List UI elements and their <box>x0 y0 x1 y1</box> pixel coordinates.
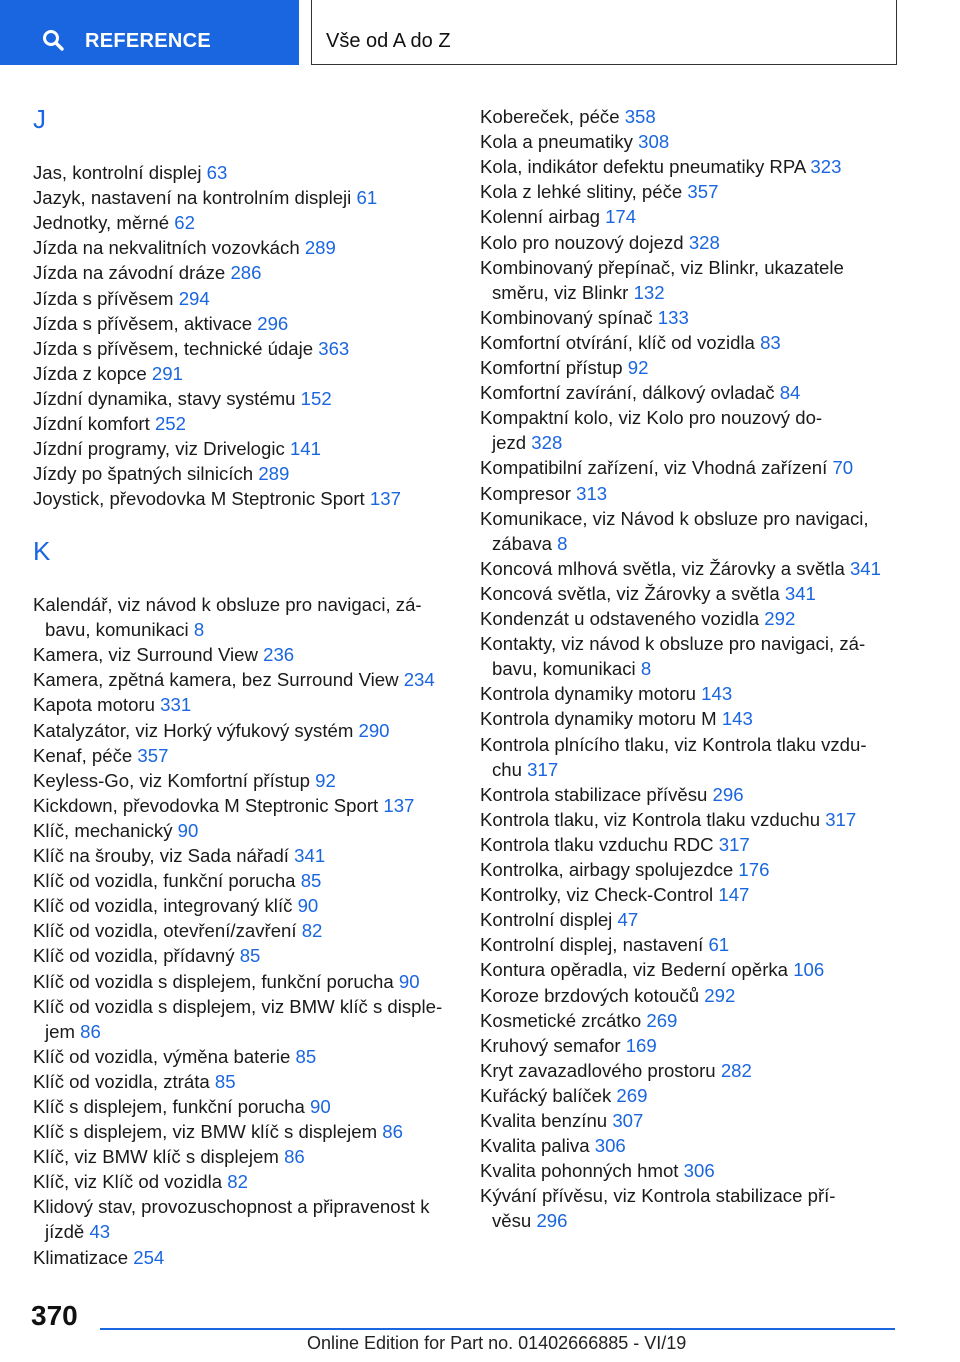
page-link[interactable]: 363 <box>318 337 350 359</box>
entry-term: Jízda s přívěsem, technické údaje <box>33 337 314 359</box>
entry-term: Klíč od vozidla, funkční porucha <box>33 870 296 892</box>
page-link[interactable]: 358 <box>624 106 656 127</box>
entry-term: Kryt zavazadlového prostoru <box>480 1059 716 1081</box>
entry-term: Kompaktní kolo, viz Kolo pro nouzový do- <box>480 407 823 429</box>
page-link[interactable]: 317 <box>825 808 857 830</box>
page-link[interactable]: 47 <box>617 909 639 931</box>
page-link[interactable]: 82 <box>227 1171 248 1193</box>
footer-divider <box>100 1328 895 1330</box>
index-entry[interactable] <box>480 1108 643 1133</box>
entry-term: Kobereček, péče <box>480 106 620 127</box>
section-letter-k: K <box>33 536 51 566</box>
page-link[interactable]: 357 <box>687 181 719 203</box>
index-entry[interactable] <box>480 807 856 832</box>
index-entry[interactable] <box>480 179 718 204</box>
reference-tab[interactable] <box>0 0 299 65</box>
index-entry[interactable] <box>480 1033 657 1058</box>
page-link[interactable]: 296 <box>257 312 289 334</box>
entry-term: Kamera, zpětná kamera, bez Surround View <box>33 669 399 691</box>
page-link[interactable]: 90 <box>309 1096 331 1117</box>
page-link[interactable]: 252 <box>154 413 186 434</box>
index-entry[interactable] <box>33 1119 403 1144</box>
page-link[interactable]: 234 <box>403 669 435 691</box>
index-entry[interactable] <box>480 1133 626 1158</box>
index-entry[interactable] <box>480 129 669 154</box>
entry-term: Katalyzátor, viz Horký výfukový systém <box>33 719 354 741</box>
page-link[interactable]: 341 <box>784 582 816 604</box>
entry-term: Klíč od vozidla, otevření/zavření <box>33 920 297 942</box>
entry-term: Jízdy po špatných silnicích <box>33 463 254 485</box>
entry-term: Jízda na nekvalitních vozovkách <box>33 237 300 259</box>
page-link[interactable]: 137 <box>383 794 415 816</box>
index-entry[interactable] <box>480 330 781 355</box>
page-link[interactable]: 317 <box>718 833 750 855</box>
entry-term-continued <box>480 430 822 455</box>
entry-term: Kontrola dynamiky motoru M <box>480 708 717 730</box>
index-entry[interactable] <box>33 793 414 818</box>
page-link[interactable]: 61 <box>356 187 378 209</box>
index-entry[interactable] <box>480 932 729 957</box>
entry-term: Kontrola tlaku, viz Kontrola tlaku vzduchu <box>480 808 821 830</box>
index-entry[interactable] <box>480 957 824 982</box>
entry-term: Kontrola stabilizace přívěsu <box>480 783 708 805</box>
index-entry[interactable] <box>33 1169 248 1194</box>
index-entry[interactable] <box>33 361 183 386</box>
entry-term: Klíč od vozidla, přídavný <box>33 945 235 967</box>
page-link[interactable]: 133 <box>657 306 689 328</box>
index-entry[interactable] <box>480 104 656 129</box>
entry-term-continued <box>480 531 869 556</box>
entry-term-continuation: bavu, komunikaci <box>45 619 189 641</box>
entry-term-continued <box>480 656 865 681</box>
entry-term: Kosmetické zrcátko <box>480 1009 642 1031</box>
entry-term: Kontrola dynamiky motoru <box>480 683 696 705</box>
index-entry[interactable] <box>480 882 749 907</box>
entry-term: Kapota motoru <box>33 694 155 716</box>
entry-term: Koroze brzdových kotoučů <box>480 984 700 1006</box>
entry-term: Kontrolky, viz Check-Control <box>480 884 714 906</box>
entry-term: Klíč, viz Klíč od vozidla <box>33 1171 223 1193</box>
entry-term: Kola z lehké slitiny, péče <box>480 181 683 203</box>
entry-term: Jízda na závodní dráze <box>33 262 226 284</box>
entry-term: Kola a pneumatiky <box>480 131 633 153</box>
page-link[interactable]: 331 <box>160 694 192 716</box>
entry-term: Kruhový semafor <box>480 1034 621 1056</box>
index-entry[interactable] <box>33 1144 305 1169</box>
entry-term: Jízdní komfort <box>33 413 150 434</box>
page-link[interactable]: 8 <box>640 658 652 680</box>
entry-term-continuation: jem <box>45 1020 75 1042</box>
entry-term: Klimatizace <box>33 1246 129 1268</box>
page-link[interactable]: 269 <box>616 1084 648 1106</box>
index-entry[interactable] <box>480 681 732 706</box>
page-link[interactable]: 328 <box>688 231 720 253</box>
page-link[interactable]: 292 <box>704 984 736 1006</box>
index-entry[interactable] <box>480 255 844 305</box>
index-entry[interactable] <box>33 743 168 768</box>
page-link[interactable]: 290 <box>358 719 390 741</box>
entry-term: Kývání přívěsu, viz Kontrola stabilizace pří- <box>480 1185 836 1207</box>
index-entry[interactable] <box>480 1058 752 1083</box>
page-link[interactable]: 308 <box>638 131 670 153</box>
entry-term-continued <box>33 1219 430 1244</box>
index-entry[interactable] <box>33 1044 316 1069</box>
entry-term: Kvalita pohonných hmot <box>480 1160 679 1182</box>
entry-term: Kickdown, převodovka M Steptronic Sport <box>33 794 379 816</box>
page-link[interactable]: 143 <box>701 683 733 705</box>
section-title: Vše od A do Z <box>326 30 451 52</box>
page-link[interactable]: 85 <box>295 1045 317 1067</box>
page-link[interactable]: 132 <box>633 281 665 303</box>
entry-term: Kontrola plnícího tlaku, viz Kontrola tlaku vzdu- <box>480 733 867 755</box>
entry-term-continuation: chu <box>492 758 522 780</box>
index-entry[interactable] <box>480 355 648 380</box>
entry-term: Jízda s přívěsem, aktivace <box>33 312 253 334</box>
index-entry[interactable] <box>33 868 321 893</box>
index-entry[interactable] <box>33 1245 164 1270</box>
page-link[interactable]: 84 <box>779 382 801 404</box>
entry-term: Kvalita paliva <box>480 1135 590 1157</box>
entry-term: Kontakty, viz návod k obsluze pro navigaci, zá- <box>480 633 866 655</box>
page-link[interactable]: 86 <box>80 1020 101 1042</box>
entry-term: Jazyk, nastavení na kontrolním displeji <box>33 187 352 209</box>
page-link[interactable]: 70 <box>832 457 854 479</box>
index-entry[interactable] <box>33 235 336 260</box>
index-entry[interactable] <box>480 1083 647 1108</box>
page-link[interactable]: 85 <box>214 1070 236 1092</box>
index-entry[interactable] <box>33 386 332 411</box>
index-entry[interactable] <box>480 230 720 255</box>
index-entry[interactable] <box>480 706 753 731</box>
index-entry[interactable] <box>33 893 318 918</box>
index-entry[interactable] <box>480 832 750 857</box>
entry-term: Klíč od vozidla s displejem, funkční porucha <box>33 970 394 992</box>
entry-term: Jízdní dynamika, stavy systému <box>33 387 296 409</box>
entry-term: Koncová mlhová světla, viz Žárovky a světla <box>480 557 845 579</box>
section-letter-j: J <box>33 104 46 134</box>
page-link[interactable]: 341 <box>849 557 881 579</box>
index-entry[interactable] <box>480 1158 715 1183</box>
page-link[interactable]: 317 <box>527 758 559 780</box>
page-link[interactable]: 323 <box>810 156 842 178</box>
index-entry[interactable] <box>33 1094 331 1119</box>
page-link[interactable]: 236 <box>263 644 295 666</box>
page-link[interactable]: 86 <box>284 1146 305 1168</box>
entry-term: Kontrola tlaku vzduchu RDC <box>480 833 714 855</box>
index-entry[interactable] <box>480 606 795 631</box>
entry-term: Klíč, mechanický <box>33 819 173 841</box>
entry-term: Kvalita benzínu <box>480 1110 608 1131</box>
entry-term-continued <box>480 280 844 305</box>
page-link[interactable]: 292 <box>764 608 796 629</box>
entry-term: Kolenní airbag <box>480 206 600 228</box>
page-link[interactable]: 90 <box>398 970 420 992</box>
index-entry[interactable] <box>480 154 841 179</box>
page-link[interactable]: 8 <box>557 532 568 554</box>
entry-term: Klíč s displejem, funkční porucha <box>33 1096 305 1117</box>
index-entry[interactable] <box>480 1008 677 1033</box>
page-link[interactable]: 296 <box>536 1210 568 1232</box>
index-entry[interactable] <box>33 642 294 667</box>
page-link[interactable]: 137 <box>369 488 401 510</box>
entry-term: Jas, kontrolní displej <box>33 162 202 183</box>
entry-term: Kompatibilní zařízení, viz Vhodná zařízení <box>480 457 828 479</box>
index-entry[interactable] <box>480 204 636 229</box>
index-entry[interactable] <box>33 818 198 843</box>
page-link[interactable]: 269 <box>646 1009 678 1031</box>
entry-term: Koncová světla, viz Žárovky a světla <box>480 582 780 604</box>
entry-term: Klíč na šrouby, viz Sada nářadí <box>33 845 289 866</box>
entry-term: Klíč od vozidla s displejem, viz BMW klíč s disple- <box>33 995 443 1017</box>
page-link[interactable]: 306 <box>594 1135 626 1157</box>
entry-term: Komfortní přístup <box>480 357 623 378</box>
index-entry[interactable] <box>480 305 689 330</box>
index-entry[interactable] <box>33 260 261 285</box>
entry-term-continued <box>480 1208 836 1233</box>
index-entry[interactable] <box>33 436 321 461</box>
page-link[interactable]: 176 <box>738 859 770 880</box>
entry-term: Klíč od vozidla, integrovaný klíč <box>33 895 293 917</box>
index-entry[interactable] <box>33 160 227 185</box>
index-entry[interactable] <box>480 380 800 405</box>
entry-term-continuation: zábava <box>492 532 552 554</box>
entry-term-continued <box>33 617 422 642</box>
page-link[interactable]: 8 <box>193 619 205 641</box>
entry-term: Komunikace, viz Návod k obsluze pro navigaci, <box>480 507 869 529</box>
index-entry[interactable] <box>33 311 288 336</box>
index-entry[interactable] <box>480 405 822 455</box>
entry-term-continuation: věsu <box>492 1210 532 1232</box>
entry-term: Kombinovaný spínač <box>480 306 653 328</box>
section-tab <box>311 0 897 65</box>
index-entry[interactable] <box>33 486 401 511</box>
entry-term: Kolo pro nouzový dojezd <box>480 231 684 253</box>
search-icon <box>42 29 64 51</box>
entry-term-continuation: jízdě <box>45 1221 85 1243</box>
index-entry[interactable] <box>33 1194 430 1244</box>
index-entry[interactable] <box>33 461 289 486</box>
entry-term: Jízda z kopce <box>33 362 147 384</box>
page-link[interactable]: 307 <box>612 1110 644 1131</box>
reference-label: REFERENCE <box>85 30 212 52</box>
entry-term: Kontrolní displej, nastavení <box>480 934 704 956</box>
index-entry[interactable] <box>480 581 816 606</box>
entry-term: Klidový stav, provozuschopnost a připravenost k <box>33 1196 430 1218</box>
page-link[interactable]: 289 <box>258 463 290 485</box>
page-link[interactable]: 63 <box>206 162 228 183</box>
entry-term: Kondenzát u odstaveného vozidla <box>480 608 760 629</box>
entry-term: Jízda s přívěsem <box>33 287 174 309</box>
page-link[interactable]: 291 <box>151 362 183 384</box>
page-link[interactable]: 86 <box>382 1121 403 1143</box>
entry-term: Kamera, viz Surround View <box>33 644 258 666</box>
entry-term: Klíč od vozidla, výměna baterie <box>33 1045 291 1067</box>
entry-term: Kalendář, viz návod k obsluze pro navigaci, zá- <box>33 594 422 615</box>
entry-term: Komfortní otvírání, klíč od vozidla <box>480 331 755 353</box>
entry-term: Jednotky, měrné <box>33 212 170 234</box>
page-link[interactable]: 174 <box>605 206 637 228</box>
index-entry[interactable] <box>480 556 881 581</box>
index-entry[interactable] <box>33 1069 236 1094</box>
index-entry[interactable] <box>33 286 210 311</box>
entry-term: Kompresor <box>480 482 571 504</box>
page-link[interactable]: 85 <box>239 945 261 967</box>
page-link[interactable]: 296 <box>712 783 744 805</box>
page-link[interactable]: 357 <box>137 744 169 766</box>
entry-term: Komfortní zavírání, dálkový ovladač <box>480 382 775 404</box>
index-entry[interactable] <box>33 185 377 210</box>
page-number: 370 <box>31 1300 78 1331</box>
page-link[interactable]: 254 <box>133 1246 165 1268</box>
index-entry[interactable] <box>480 732 867 782</box>
entry-term: Jízdní programy, viz Drivelogic <box>33 438 285 460</box>
index-entry[interactable] <box>480 481 607 506</box>
index-entry[interactable] <box>480 506 869 556</box>
entry-term-continued <box>480 757 867 782</box>
page-link[interactable]: 106 <box>793 959 825 981</box>
entry-term: Kombinovaný přepínač, viz Blinkr, ukazatele <box>480 256 844 278</box>
page-link[interactable]: 341 <box>294 845 326 866</box>
page-link[interactable]: 282 <box>720 1059 752 1081</box>
entry-term: Klíč od vozidla, ztráta <box>33 1070 210 1092</box>
index-entry[interactable] <box>480 782 744 807</box>
entry-term-continuation: směru, viz Blinkr <box>492 281 629 303</box>
page-link[interactable]: 328 <box>531 432 563 454</box>
index-entry[interactable] <box>33 768 336 793</box>
page-link[interactable]: 85 <box>300 870 322 892</box>
entry-term: Keyless-Go, viz Komfortní přístup <box>33 769 310 791</box>
entry-term: Kola, indikátor defektu pneumatiky RPA <box>480 156 806 178</box>
page-link[interactable]: 289 <box>304 237 336 259</box>
page-link[interactable]: 62 <box>174 212 195 234</box>
page-link[interactable]: 169 <box>625 1034 657 1056</box>
entry-term: Klíč s displejem, viz BMW klíč s displejem <box>33 1121 378 1143</box>
index-entry[interactable] <box>33 918 322 943</box>
index-entry[interactable] <box>33 943 260 968</box>
entry-term: Kontrolka, airbagy spolujezdce <box>480 859 734 880</box>
entry-term: Kuřácký balíček <box>480 1084 612 1106</box>
entry-term: Kontura opěradla, viz Bederní opěrka <box>480 959 789 981</box>
index-entry[interactable] <box>480 907 638 932</box>
index-entry[interactable] <box>480 455 853 480</box>
page-link[interactable]: 147 <box>718 884 750 906</box>
page-link[interactable]: 61 <box>708 934 730 956</box>
index-entry[interactable] <box>33 667 435 692</box>
index-entry[interactable] <box>480 631 865 681</box>
page-link[interactable]: 143 <box>721 708 753 730</box>
page-link[interactable]: 82 <box>301 920 323 942</box>
index-entry[interactable] <box>33 969 420 994</box>
page-link[interactable]: 313 <box>576 482 608 504</box>
page-link[interactable]: 141 <box>289 438 321 460</box>
footer-edition-text: Online Edition for Part no. 01402666885 - VI/19 <box>307 1333 687 1353</box>
page-link[interactable]: 92 <box>627 357 649 378</box>
index-entry[interactable] <box>33 718 390 743</box>
entry-term-continuation: jezd <box>492 432 527 454</box>
page-link[interactable]: 90 <box>297 895 319 917</box>
page-link[interactable]: 43 <box>89 1221 111 1243</box>
index-entry[interactable] <box>33 994 442 1044</box>
index-entry[interactable] <box>480 983 735 1008</box>
page-link[interactable]: 83 <box>760 331 781 353</box>
entry-term-continuation: bavu, komunikaci <box>492 658 636 680</box>
page-link[interactable]: 152 <box>300 387 332 409</box>
index-entry[interactable] <box>33 336 349 361</box>
entry-term: Kenaf, péče <box>33 744 133 766</box>
page-link[interactable]: 92 <box>315 769 336 791</box>
index-entry[interactable] <box>480 1183 836 1233</box>
index-entry[interactable] <box>480 857 769 882</box>
page-link[interactable]: 286 <box>230 262 262 284</box>
index-entry[interactable] <box>33 210 195 235</box>
entry-term: Klíč, viz BMW klíč s displejem <box>33 1146 279 1168</box>
entry-term: Joystick, převodovka M Steptronic Sport <box>33 488 365 510</box>
page-link[interactable]: 306 <box>683 1160 715 1182</box>
page-link[interactable]: 294 <box>178 287 210 309</box>
index-entry[interactable] <box>33 692 191 717</box>
index-entry[interactable] <box>33 592 422 642</box>
entry-term: Kontrolní displej <box>480 909 613 931</box>
index-entry[interactable] <box>33 843 325 868</box>
page-link[interactable]: 90 <box>177 819 199 841</box>
entry-term-continued <box>33 1019 442 1044</box>
index-entry[interactable] <box>33 411 186 436</box>
